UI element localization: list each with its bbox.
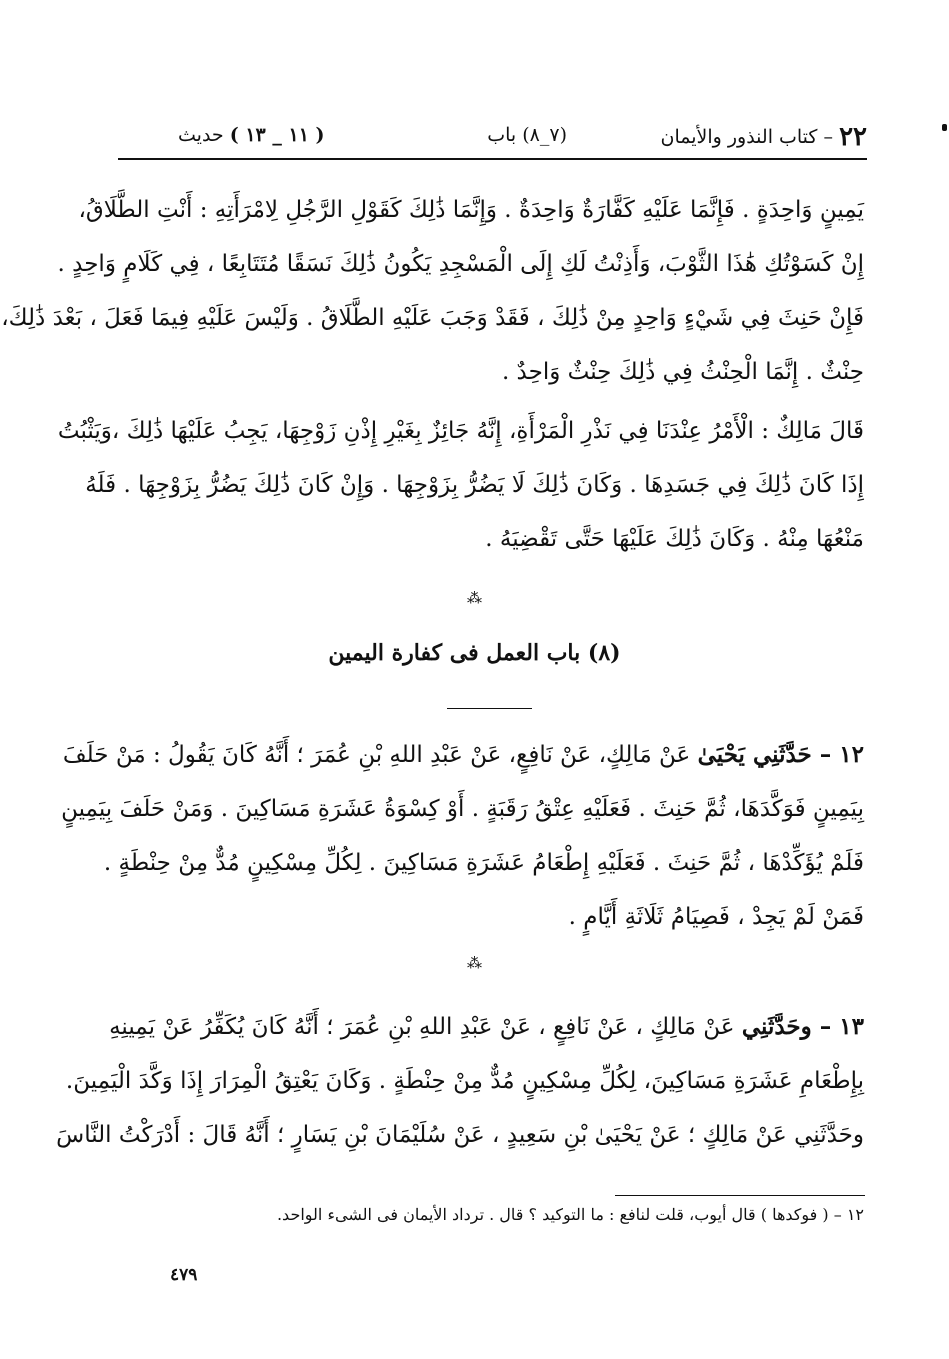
asterism-separator <box>0 589 949 607</box>
text-line: إِنْ كَسَوْتُكِ هَٰذَا الثَّوْبَ، وَأَذِنْتُ لَكِ إِلَى الْمَسْجِدِ يَكُونُ ذَٰلِكَ نَسَقًا مُتَتَابِعًا ، فِي كَلَامٍ وَاحِدٍ . <box>57 251 864 277</box>
hadith-text: عَنْ مَالِكٍ، عَنْ نَافِعٍ، عَنْ عَبْدِ اللهِ بْنِ عُمَرَ ؛ أَنَّهُ كَانَ يَقُولُ : مَنْ حَلَفَ <box>62 742 691 768</box>
text-line <box>62 728 864 782</box>
text-line: يَمِينٍ وَاحِدَةٍ . فَإِنَّمَا عَلَيْهِ كَفَّارَةٌ وَاحِدَةٌ . وَإِنَّمَا ذَٰلِكَ كَقَوْلِ الرَّجُلِ لِامْرَأَتِهِ : أَنْتِ الطَّلَاقُ، <box>78 197 864 223</box>
hadith-12 <box>61 728 864 944</box>
header-hadith-range <box>178 124 325 146</box>
hadith-lead: ١٣ – وحَدَّثَنِي <box>741 1013 864 1040</box>
running-header <box>118 118 867 160</box>
text-line: بِيَمِينٍ فَوَكَّدَهَا، ثُمَّ حَنِثَ . فَعَلَيْهِ عِتْقُ رَقَبَةٍ . أَوْ كِسْوَةُ عَشَرَةِ مَسَاكِينَ . وَمَنْ حَلَفَ بِيَمِينٍ <box>61 796 864 822</box>
text-line: مَنْعُهَا مِنْهُ . وَكَانَ ذَٰلِكَ عَلَيْهَا حَتَّى تَقْضِيَهُ . <box>485 526 864 552</box>
text-line: فَمَنْ لَمْ يَجِدْ ، فَصِيَامُ ثَلَاثَةِ أَيَّامٍ . <box>568 904 864 930</box>
text-line: إِذَا كَانَ ذَٰلِكَ فِي جَسَدِهَا . وَكَانَ ذَٰلِكَ لَا يَضُرُّ بِزَوْجِهَا . وَإِنْ كَانَ ذَٰلِكَ يَضُرُّ بِزَوْجِهَا . فَلَهُ <box>85 472 864 498</box>
text-line: فَإِنْ حَنِثَ فِي شَيْءٍ وَاحِدٍ مِنْ ذَٰلِكَ ، فَقَدْ وَجَبَ عَلَيْهِ الطَّلَاقُ . وَلَيْسَ عَلَيْهِ فِيمَا فَعَلَ ، بَعْدَ ذَٰلِكَ، <box>1 305 864 331</box>
paragraph-2 <box>57 404 864 566</box>
header-bab: (٧_٨) باب <box>487 124 567 146</box>
text-line: بِإِطْعَامِ عَشَرَةِ مَسَاكِينَ، لِكُلِّ مِسْكِينٍ مُدٌّ مِنْ حِنْطَةٍ . وَكَانَ يَعْتِقُ الْمِرَارَ إِذَا وَكَّدَ الْيَمِينَ. <box>65 1068 864 1094</box>
book-title: – كتاب النذور والأيمان <box>660 126 834 148</box>
text-line: حِنْثٌ . إِنَّمَا الْحِنْثُ فِي ذَٰلِكَ حِنْثٌ وَاحِدٌ . <box>501 359 864 385</box>
hadith-lead: ١٢ – حَدَّثَنِي يَحْيَىٰ <box>697 741 864 768</box>
footnote-rule <box>615 1195 865 1196</box>
title-rule <box>447 708 532 709</box>
hadith-13 <box>56 1000 864 1162</box>
text-line: قَالَ مَالِكٌ : الْأَمْرُ عِنْدَنَا فِي نَذْرِ الْمَرْأَةِ، إِنَّهُ جَائِزٌ بِغَيْرِ إِذْنِ زَوْجِهَا، يَجِبُ عَلَيْهَا ذَٰلِكَ ،وَيَثْبُتُ <box>57 418 864 444</box>
page-edge-mark <box>942 124 947 131</box>
section-number: ٢٢ <box>839 122 867 152</box>
text-line <box>109 1000 864 1054</box>
asterism-separator <box>0 954 949 972</box>
paragraph-1 <box>1 183 864 399</box>
text-line: وحَدَّثَنِي عَنْ مَالِكٍ ؛ عَنْ يَحْيَىٰ بْنِ سَعِيدٍ ، عَنْ سُلَيْمَانَ بْنِ يَسَارٍ ؛ أَنَّهُ قَالَ : أَدْرَكْتُ النَّاسَ <box>56 1122 864 1148</box>
asterism-glyph: ⁂ <box>467 589 482 607</box>
asterism-glyph: ⁂ <box>467 954 482 972</box>
hadith-word: حديث <box>178 124 224 146</box>
hadith-text: عَنْ مَالِكٍ ، عَنْ نَافِعٍ ، عَنْ عَبْدِ اللهِ بْنِ عُمَرَ ؛ أَنَّهُ كَانَ يُكَفِّرُ عَنْ يَمِينِهِ <box>109 1014 735 1040</box>
hadith-range: ( ١١ _ ١٣ ) <box>229 124 325 146</box>
page-number: ٤٧٩ <box>170 1265 198 1285</box>
footnote: ١٢ – ( فوكدها ) قال أيوب، قلت لنافع : ما التوكيد ؟ قال . ترداد الأيمان فى الشىء الواحد. <box>276 1205 864 1224</box>
chapter-title: (٨) باب العمل فى كفارة اليمين <box>328 640 621 666</box>
running-title <box>661 122 868 152</box>
text-line: فَلَمْ يُؤَكِّدْهَا ، ثُمَّ حَنِثَ . فَعَلَيْهِ إِطْعَامُ عَشَرَةِ مَسَاكِينَ . لِكُلِّ مِسْكِينٍ مُدٌّ مِنْ حِنْطَةٍ . <box>103 850 864 876</box>
